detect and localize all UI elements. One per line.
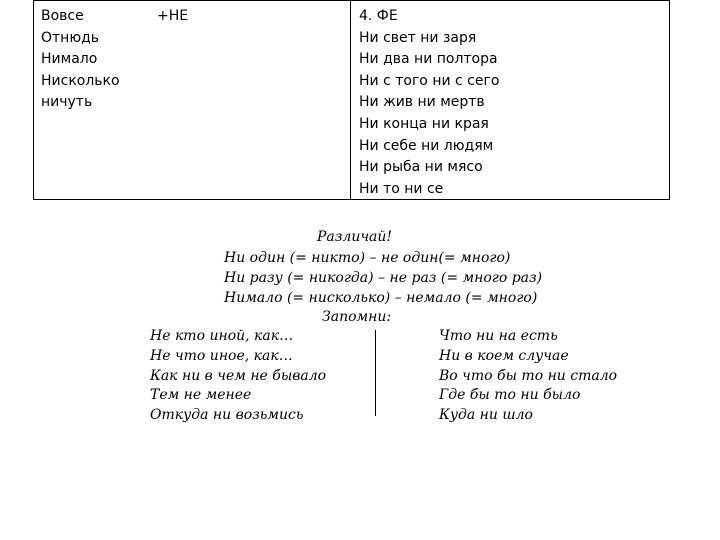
- idiom-line: Ни два ни полтора: [359, 51, 498, 68]
- phrase-table: [33, 0, 670, 200]
- idiom-line: Ни свет ни заря: [359, 29, 477, 46]
- distinguish-line: Нимало (= нисколько) – немало (= много): [224, 290, 538, 306]
- remember-phrase: Не кто иной, как…: [150, 328, 294, 344]
- remember-phrase: Не что иное, как…: [150, 347, 293, 364]
- remember-phrase: Тем не менее: [150, 387, 252, 404]
- remember-left-column: [150, 327, 326, 426]
- idiom-line: Ни жив ни мертв: [359, 94, 485, 111]
- remember-phrase: Откуда ни возьмись: [150, 407, 304, 424]
- idiom-line: Ни то ни се: [359, 180, 444, 197]
- ne-tag: +НЕ: [157, 8, 189, 24]
- remember-phrase: Как ни в чем не бывало: [150, 367, 327, 384]
- left-word: Нимало: [41, 51, 98, 68]
- idiom-line: Ни себе ни людям: [359, 137, 494, 154]
- table-right-cell: [351, 1, 669, 199]
- distinguish-line: Ни один (= никто) – не один(= много): [224, 250, 511, 266]
- remember-right-column: [439, 327, 617, 426]
- left-word: Нисколько: [41, 72, 120, 89]
- distinguish-line: Ни разу (= никогда) – не раз (= много раз): [224, 270, 543, 286]
- left-word: ничуть: [41, 94, 93, 111]
- remember-phrase: Во что бы то ни стало: [439, 367, 618, 384]
- distinguish-heading: Различай!: [317, 229, 393, 245]
- column-divider: [375, 330, 376, 416]
- remember-phrase: Что ни на есть: [439, 328, 558, 344]
- left-word: Отнюдь: [41, 29, 100, 46]
- idiom-line: Ни рыба ни мясо: [359, 159, 483, 176]
- remember-phrase: Куда ни шло: [439, 407, 533, 424]
- left-word: Вовсе: [41, 8, 84, 24]
- remember-phrase: Где бы то ни было: [439, 387, 581, 404]
- remember-phrase: Ни в коем случае: [439, 347, 569, 364]
- table-left-cell: [34, 1, 351, 199]
- remember-heading: Запомни:: [322, 309, 392, 325]
- idiom-line: Ни с того ни с сего: [359, 72, 500, 89]
- right-heading: 4. ФЕ: [359, 8, 398, 24]
- idiom-line: Ни конца ни края: [359, 115, 489, 132]
